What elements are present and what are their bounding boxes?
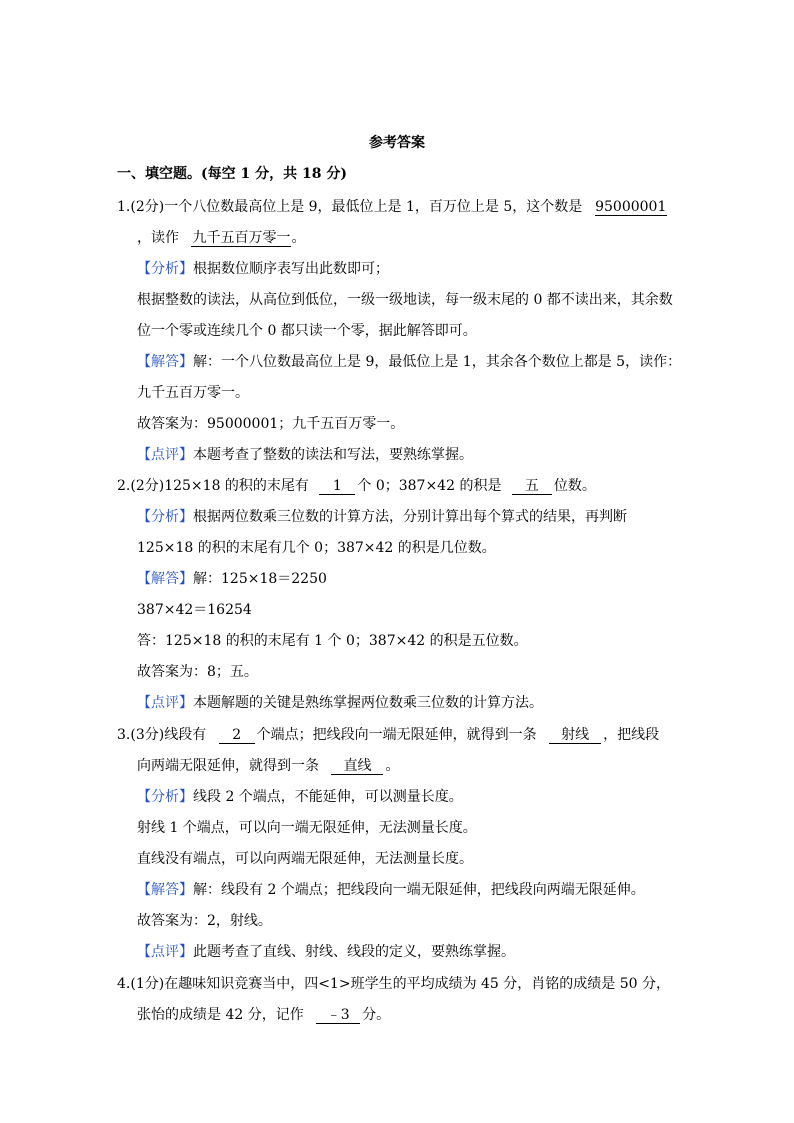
section-heading: 一、填空题。(每空 1 分，共 18 分) [117, 166, 347, 182]
question-text: 。 [291, 230, 306, 246]
solution-tag: 【解答】 [137, 571, 193, 587]
question-text: 个端点；把线段向一端无限延伸，就得到一条 [256, 727, 537, 743]
comment-tag: 【点评】 [137, 447, 193, 463]
analysis-text: 直线没有端点，可以向两端无限延伸，无法测量长度。 [137, 851, 473, 867]
answer-blank: 九千五百万零一 [192, 230, 291, 246]
answer-blank: 95000001 [595, 199, 667, 215]
question-number: 3. [117, 727, 131, 743]
solution-text: 解：一个八位数最高位上是 9，最低位上是 1，其余各个数位上都是 5，读作： [193, 354, 682, 370]
answer-blank: 射线 [549, 727, 601, 744]
question-text: 位数。 [553, 478, 596, 494]
question-4-line-1 [117, 974, 670, 994]
comment-line [137, 445, 473, 465]
comment-tag: 【点评】 [137, 944, 193, 960]
answer-blank: 1 [319, 478, 355, 495]
question-text: ，把线段 [603, 727, 660, 743]
question-number: 4. [117, 976, 131, 992]
question-1-line-2 [137, 228, 305, 248]
question-text: 125×18 的积的末尾有 [164, 478, 309, 494]
answer-text: 故答案为：95000001；九千五百万零一。 [137, 416, 405, 432]
question-score: (1分) [130, 976, 165, 992]
page-title: 参考答案 [369, 135, 425, 151]
question-4-line-2 [137, 1005, 390, 1025]
analysis-text: 位一个零或连续几个 0 都只读一个零，据此解答即可。 [137, 323, 477, 339]
question-2-line-1 [117, 476, 596, 496]
answer-blank: 2 [219, 727, 255, 744]
analysis-tag: 【分析】 [137, 509, 193, 525]
analysis-line [137, 787, 463, 807]
question-1-line-1 [117, 197, 667, 217]
analysis-line [137, 259, 389, 279]
question-number: 1. [117, 199, 131, 215]
comment-line [137, 942, 515, 962]
solution-text: 387×42＝16254 [137, 602, 252, 618]
question-text: ，读作 [137, 230, 179, 246]
question-text: 张怡的成绩是 42 分，记作 [137, 1007, 304, 1023]
solution-line [137, 880, 645, 900]
question-3-line-2 [137, 756, 399, 776]
analysis-tag: 【分析】 [137, 261, 193, 277]
analysis-text: 根据数位顺序表写出此数即可； [193, 261, 389, 277]
analysis-line [137, 507, 627, 527]
solution-line [137, 569, 327, 589]
question-text: 一个八位数最高位上是 9，最低位上是 1，百万位上是 5，这个数是 [164, 199, 583, 215]
solution-text: 解：125×18＝2250 [193, 571, 327, 587]
comment-line [137, 693, 543, 713]
solution-tag: 【解答】 [137, 354, 193, 370]
comment-text: 此题考查了直线、射线、线段的定义，要熟练掌握。 [193, 944, 515, 960]
question-score: (3分) [130, 727, 165, 743]
comment-text: 本题解题的关键是熟练掌握两位数乘三位数的计算方法。 [193, 695, 543, 711]
analysis-text: 线段 2 个端点，不能延伸，可以测量长度。 [193, 789, 463, 805]
answer-text: 故答案为：8；五。 [137, 664, 258, 680]
solution-text: 九千五百万零一。 [137, 385, 249, 401]
question-text: 。 [385, 758, 400, 774]
question-text: 分。 [362, 1007, 391, 1023]
answer-blank: ﹣3 [316, 1007, 360, 1024]
comment-tag: 【点评】 [137, 695, 193, 711]
comment-text: 本题考查了整数的读法和写法，要熟练掌握。 [193, 447, 473, 463]
question-score: (2分) [130, 478, 165, 494]
solution-tag: 【解答】 [137, 882, 193, 898]
analysis-text: 射线 1 个端点，可以向一端无限延伸，无法测量长度。 [137, 820, 477, 836]
answer-blank: 直线 [331, 758, 383, 775]
analysis-text: 125×18 的积的末尾有几个 0；387×42 的积是几位数。 [137, 540, 496, 556]
solution-text: 解：线段有 2 个端点；把线段向一端无限延伸，把线段向两端无限延伸。 [193, 882, 645, 898]
solution-text: 答：125×18 的积的末尾有 1 个 0；387×42 的积是五位数。 [137, 633, 528, 649]
answer-blank: 五 [512, 478, 552, 495]
question-text: 向两端无限延伸，就得到一条 [137, 758, 319, 774]
question-text: 在趣味知识竞赛当中，四<1>班学生的平均成绩为 45 分，肖铭的成绩是 50 分， [164, 976, 670, 992]
question-text: 个 0；387×42 的积是 [357, 478, 502, 494]
analysis-tag: 【分析】 [137, 789, 193, 805]
question-score: (2分) [130, 199, 165, 215]
question-text: 线段有 [164, 727, 207, 743]
answer-text: 故答案为：2，射线。 [137, 913, 272, 929]
analysis-text: 根据两位数乘三位数的计算方法，分别计算出每个算式的结果，再判断 [193, 509, 627, 525]
solution-line [137, 352, 681, 372]
question-number: 2. [117, 478, 131, 494]
analysis-text: 根据整数的读法，从高位到低位，一级一级地读，每一级末尾的 0 都不读出来，其余数 [137, 292, 673, 308]
question-3-line-1 [117, 725, 659, 745]
